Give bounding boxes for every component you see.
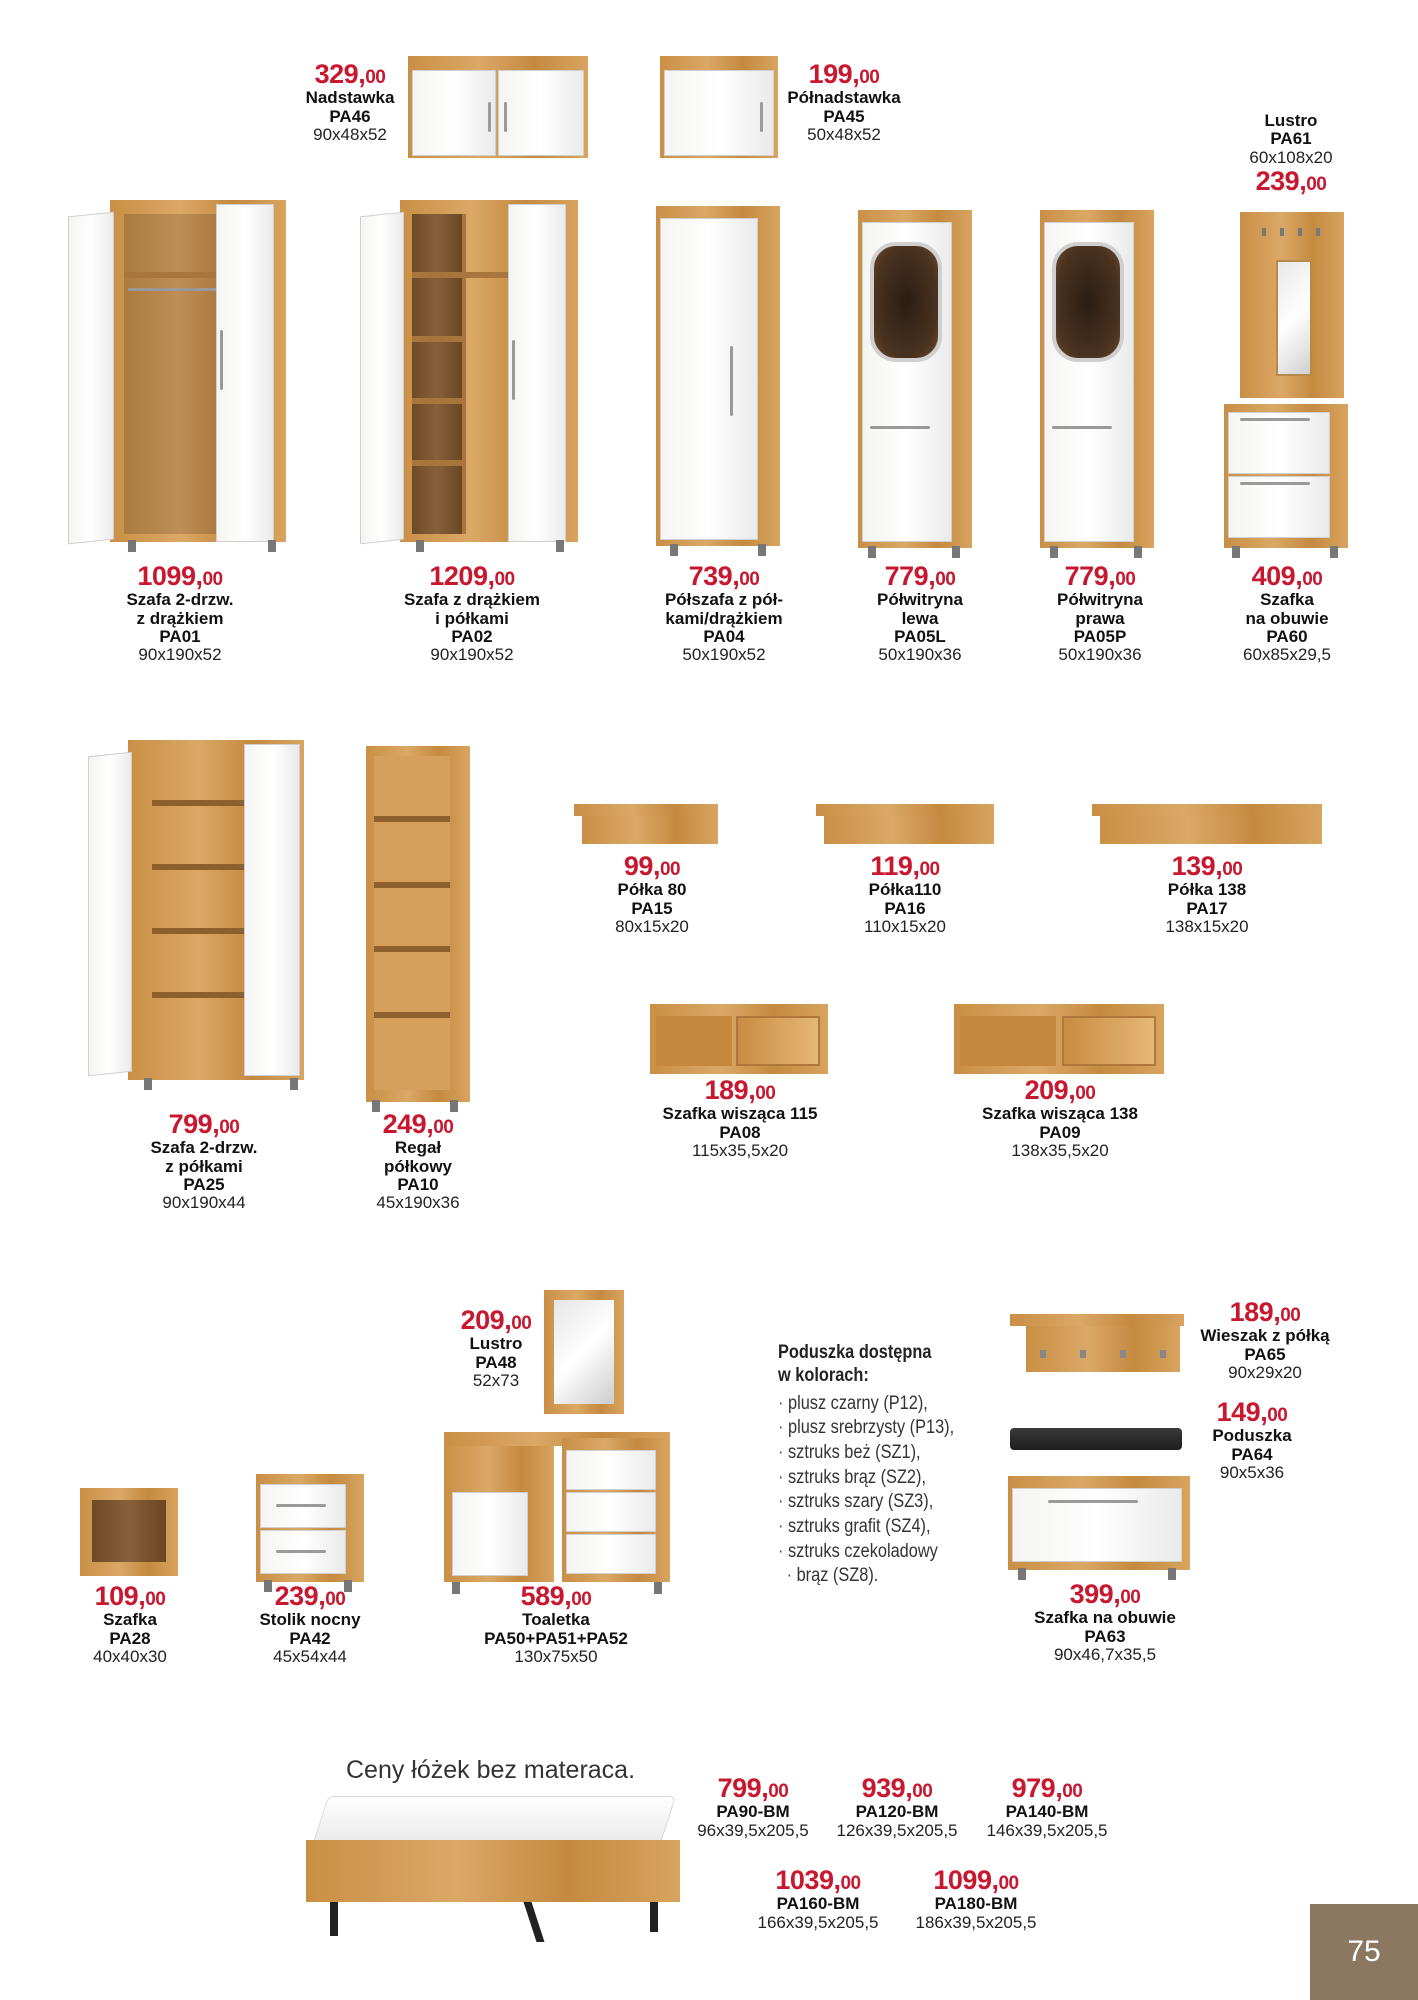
product-code: PA17 (1186, 898, 1228, 918)
product-name: Toaletka (522, 1610, 590, 1630)
price: 589,00 (520, 1581, 592, 1611)
product-name: półkowy (383, 1156, 452, 1176)
product-code: PA46 (329, 106, 371, 126)
price: 199,00 (808, 59, 880, 89)
product-dims: 90x48x52 (313, 124, 387, 144)
product-image-pa65 (1010, 1314, 1184, 1374)
product-label-pa09 (960, 1076, 1160, 1160)
product-label-pa16 (840, 852, 970, 936)
product-code: PA16 (884, 898, 926, 918)
price: 1209,00 (429, 561, 515, 591)
product-name: Szafa 2-drzw. (126, 590, 234, 610)
product-code: PA61 (1270, 129, 1312, 149)
price: 1099,00 (933, 1865, 1019, 1895)
product-dims: 146x39,5x205,5 (986, 1820, 1108, 1840)
product-label-pa25 (124, 1110, 284, 1213)
product-label-pa61 (1226, 112, 1356, 196)
product-label-pa48 (444, 1306, 548, 1390)
product-dims: 50x190x36 (1058, 645, 1142, 665)
product-name: Lustro (1264, 111, 1318, 130)
product-dims: 45x190x36 (376, 1193, 460, 1213)
price: 1099,00 (137, 561, 223, 591)
product-name: Półnadstawka (787, 88, 901, 108)
product-dims: 45x54x44 (273, 1646, 347, 1666)
product-code: PA63 (1084, 1626, 1126, 1646)
product-label-pa120 (830, 1774, 964, 1840)
product-name: Wieszak z półką (1200, 1326, 1330, 1346)
product-code: PA10 (397, 1174, 439, 1194)
product-image-pa48 (544, 1290, 624, 1414)
product-code: PA48 (475, 1352, 517, 1372)
product-name: Półka 80 (617, 880, 687, 900)
product-label-pa05l (850, 562, 990, 665)
product-dims: 115x35,5x20 (691, 1140, 789, 1160)
product-name: Stolik nocny (259, 1610, 361, 1630)
product-image-pa50 (444, 1432, 670, 1584)
price: 99,00 (623, 851, 681, 881)
product-code: PA65 (1244, 1344, 1286, 1364)
product-image-pa61 (1240, 212, 1344, 398)
product-image-pa10 (366, 746, 470, 1102)
product-name: z drążkiem (136, 608, 224, 628)
cushion-color: · plusz czarny (P12), (778, 1392, 984, 1417)
product-code: PA08 (719, 1122, 761, 1142)
product-label-pa140 (980, 1774, 1114, 1840)
product-dims: 110x15x20 (864, 916, 946, 936)
price: 239,00 (1255, 166, 1327, 197)
price: 239,00 (274, 1581, 346, 1611)
product-label-pa15 (592, 852, 712, 936)
product-code: PA64 (1231, 1444, 1273, 1464)
price: 139,00 (1171, 851, 1243, 881)
product-image-pa04 (656, 206, 780, 546)
product-label-pa180 (906, 1866, 1046, 1932)
product-label-pa01 (100, 562, 260, 665)
price: 779,00 (1064, 561, 1136, 591)
product-label-pa60 (1220, 562, 1354, 665)
product-name: kami/drążkiem (665, 608, 783, 628)
bed-note: Ceny łóżek bez materaca. (346, 1756, 636, 1784)
product-label-pa02 (382, 562, 562, 665)
product-name: lewa (901, 608, 939, 628)
product-code: PA140-BM (1005, 1802, 1089, 1822)
product-dims: 90x190x52 (430, 645, 514, 665)
product-name: Półwitryna (1057, 590, 1143, 610)
price: 149,00 (1216, 1397, 1288, 1427)
product-dims: 50x190x52 (682, 645, 766, 665)
product-dims: 60x85x29,5 (1243, 645, 1331, 665)
price: 189,00 (1229, 1297, 1301, 1327)
product-name: i półkami (435, 608, 509, 628)
product-label-pa04 (640, 562, 808, 665)
product-name: Poduszka (1212, 1426, 1292, 1446)
product-label-pa160 (748, 1866, 888, 1932)
cushion-color: · sztruks grafit (SZ4), (778, 1515, 984, 1540)
product-name: Szafka wisząca 115 (662, 1104, 818, 1124)
product-code: PA01 (159, 626, 201, 646)
product-name: Lustro (469, 1334, 523, 1354)
product-name: Szafa 2-drzw. (150, 1138, 258, 1158)
cushion-color-list (778, 1342, 1018, 1589)
product-label-pa10 (358, 1110, 478, 1213)
price: 109,00 (94, 1581, 166, 1611)
product-dims: 166x39,5x205,5 (757, 1912, 879, 1932)
product-name: Półka110 (868, 880, 942, 900)
product-code: PA25 (183, 1174, 225, 1194)
product-code: PA04 (703, 626, 745, 646)
product-label-pa63 (1010, 1580, 1200, 1664)
product-name: na obuwie (1245, 608, 1329, 628)
product-image-pa05p (1040, 210, 1154, 548)
product-image-pa60 (1224, 404, 1348, 548)
product-name: Szafka wisząca 138 (982, 1104, 1138, 1124)
price: 399,00 (1069, 1579, 1141, 1609)
product-name: Półka 138 (1167, 880, 1247, 900)
price: 1039,00 (775, 1865, 861, 1895)
product-name: prawa (1075, 608, 1125, 628)
product-dims: 52x73 (472, 1370, 520, 1390)
price: 209,00 (1024, 1075, 1096, 1105)
product-label-pa50 (466, 1582, 646, 1666)
product-image-pa64 (1010, 1428, 1182, 1450)
product-dims: 90x29x20 (1228, 1362, 1302, 1382)
price: 939,00 (861, 1773, 933, 1803)
product-dims: 40x40x30 (93, 1646, 167, 1666)
product-label-pa28 (70, 1582, 190, 1666)
product-code: PA15 (631, 898, 673, 918)
product-dims: 126x39,5x205,5 (836, 1820, 958, 1840)
product-image-pa63 (1008, 1476, 1190, 1570)
cushion-color: · sztruks beż (SZ1), (778, 1441, 984, 1466)
product-label-pa08 (640, 1076, 840, 1160)
product-image-pa05l (858, 210, 972, 548)
product-name: Szafka (1260, 590, 1314, 610)
product-dims: 90x5x36 (1219, 1462, 1285, 1482)
product-dims: 186x39,5x205,5 (915, 1912, 1037, 1932)
product-label-pa17 (1142, 852, 1272, 936)
product-image-pa16 (816, 804, 994, 846)
cushion-heading: w kolorach: (778, 1364, 869, 1386)
product-code: PA05L (894, 626, 946, 646)
cushion-color: · sztruks szary (SZ3), (778, 1490, 984, 1515)
product-dims: 96x39,5x205,5 (697, 1820, 809, 1840)
product-dims: 50x48x52 (807, 124, 881, 144)
product-dims: 50x190x36 (878, 645, 962, 665)
product-dims: 138x15x20 (1165, 916, 1249, 936)
cushion-heading: Poduszka dostępna (778, 1342, 932, 1363)
product-label-pa05p (1030, 562, 1170, 665)
product-name: Szafka (103, 1610, 157, 1630)
product-image-pa02 (360, 200, 584, 542)
price: 119,00 (870, 851, 940, 881)
page-number: 75 (1310, 1904, 1418, 2000)
price: 799,00 (717, 1773, 789, 1803)
product-code: PA28 (109, 1628, 151, 1648)
product-name: Szafka na obuwie (1034, 1608, 1176, 1628)
product-label-pa45 (784, 60, 904, 144)
product-image-pa25 (88, 740, 310, 1080)
product-name: Półszafa z pół- (664, 590, 784, 610)
product-name: Nadstawka (305, 88, 395, 108)
product-label-pa65 (1190, 1298, 1340, 1382)
price: 249,00 (382, 1109, 454, 1139)
price: 189,00 (704, 1075, 776, 1105)
product-image-pa09 (954, 1004, 1164, 1074)
product-code: PA42 (289, 1628, 331, 1648)
product-dims: 138x35,5x20 (1011, 1140, 1109, 1160)
product-label-pa64 (1200, 1398, 1304, 1482)
product-dims: 130x75x50 (514, 1646, 598, 1666)
product-image-pa01 (68, 200, 292, 542)
product-image-pa17 (1092, 804, 1322, 846)
price: 329,00 (314, 59, 386, 89)
product-code: PA09 (1039, 1122, 1081, 1142)
product-image-pa15 (574, 804, 718, 846)
product-label-pa90 (690, 1774, 816, 1840)
product-image-pa08 (650, 1004, 828, 1074)
price: 739,00 (688, 561, 760, 591)
product-dims: 90x190x52 (138, 645, 222, 665)
product-dims: 90x46,7x35,5 (1053, 1644, 1157, 1664)
product-name: Szafa z drążkiem (403, 590, 541, 610)
product-code: PA160-BM (776, 1894, 860, 1914)
product-image-bed (300, 1796, 686, 1942)
product-name: Półwitryna (877, 590, 963, 610)
cushion-color: · plusz srebrzysty (P13), (778, 1416, 984, 1441)
cushion-color: · sztruks czekoladowy (778, 1540, 984, 1565)
product-name: Regał (394, 1138, 442, 1158)
product-dims: 90x190x44 (162, 1193, 246, 1213)
product-image-pa45 (660, 56, 778, 158)
product-label-pa46 (300, 60, 400, 144)
product-dims: 80x15x20 (615, 916, 689, 936)
price: 409,00 (1251, 561, 1323, 591)
product-code: PA50+PA51+PA52 (484, 1628, 628, 1648)
product-code: PA180-BM (934, 1894, 1018, 1914)
product-code: PA90-BM (716, 1802, 790, 1822)
product-code: PA45 (823, 106, 865, 126)
product-image-pa28 (80, 1488, 178, 1576)
product-code: PA05P (1073, 626, 1127, 646)
price: 799,00 (168, 1109, 240, 1139)
product-name: z półkami (165, 1156, 243, 1176)
price: 209,00 (460, 1305, 532, 1335)
cushion-color: · sztruks brąz (SZ2), (778, 1466, 984, 1491)
product-code: PA60 (1266, 626, 1308, 646)
product-dims: 60x108x20 (1249, 147, 1333, 167)
price: 979,00 (1011, 1773, 1083, 1803)
price: 779,00 (884, 561, 956, 591)
cushion-color: · brąz (SZ8). (778, 1564, 984, 1589)
product-label-pa42 (240, 1582, 380, 1666)
product-image-pa42 (256, 1474, 364, 1582)
product-code: PA120-BM (855, 1802, 939, 1822)
product-image-pa46 (408, 56, 588, 158)
product-code: PA02 (451, 626, 493, 646)
